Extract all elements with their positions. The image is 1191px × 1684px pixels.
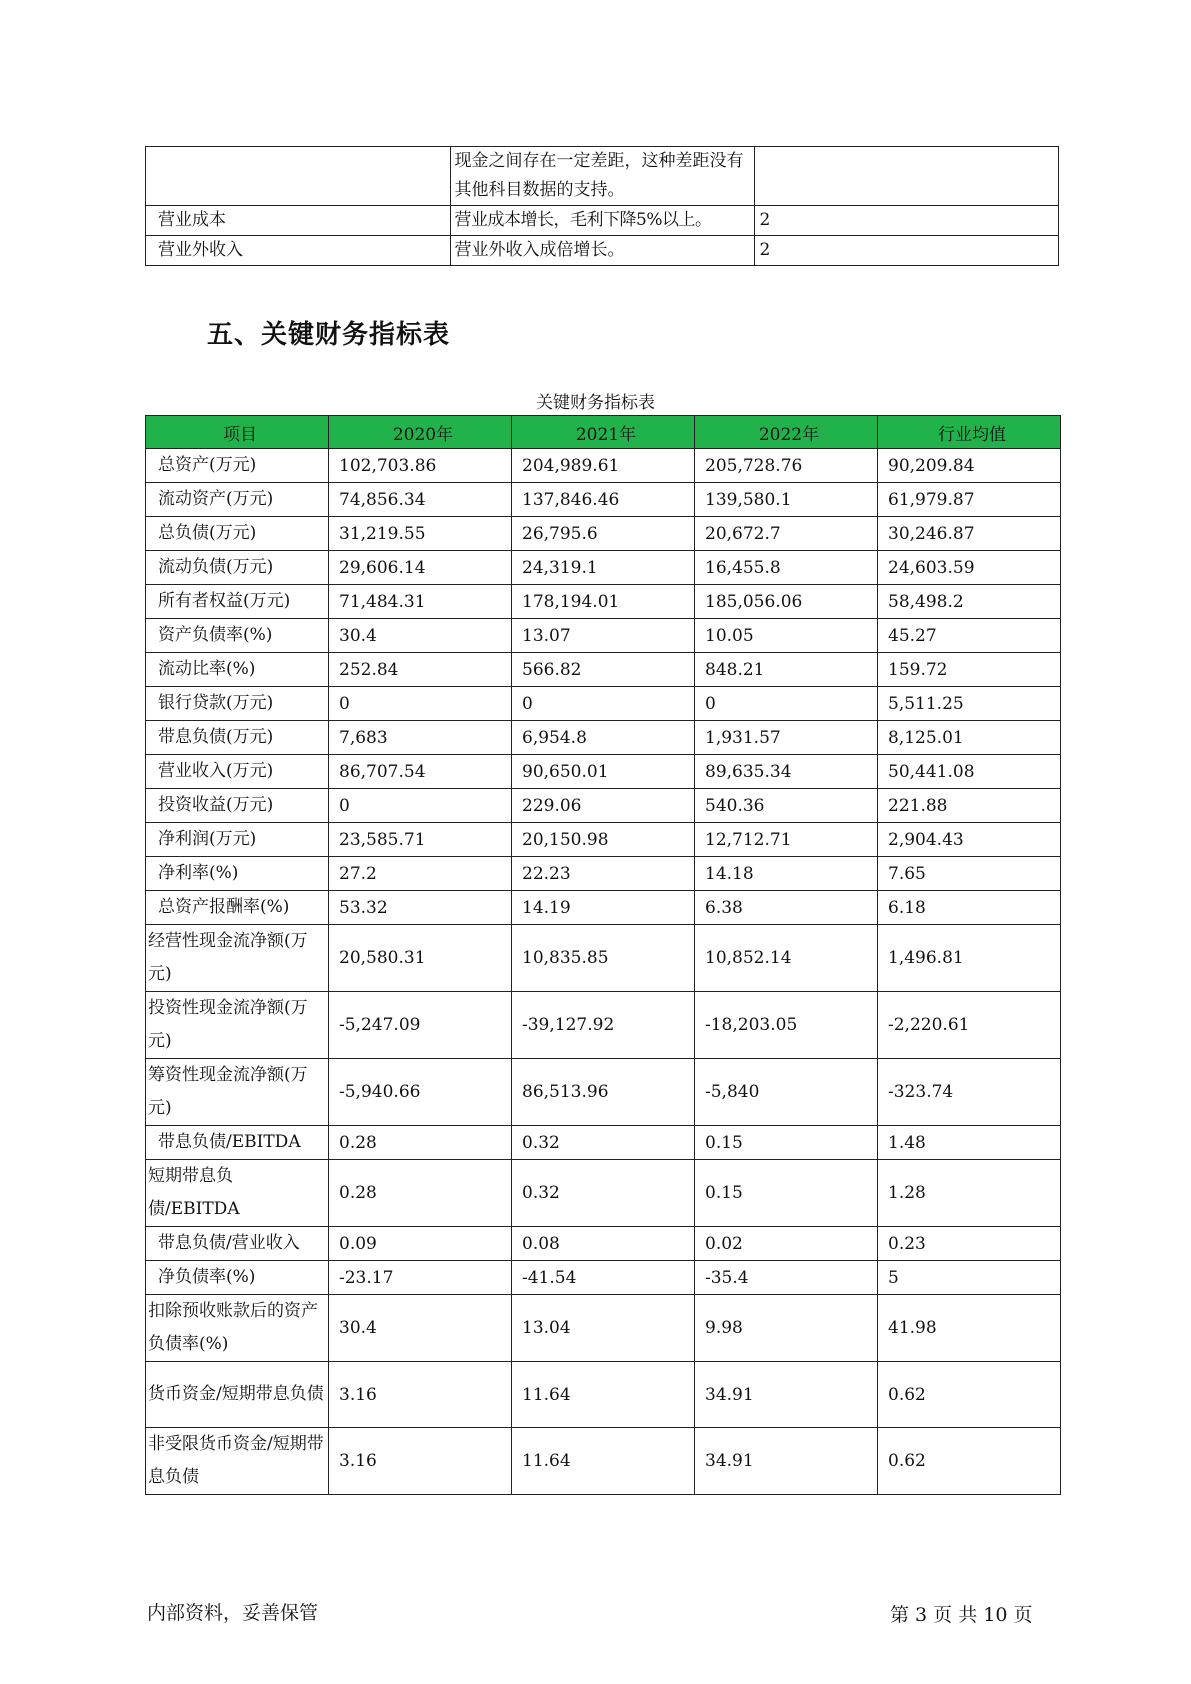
row-label-cell: 净负债率(%) <box>146 1261 329 1295</box>
value-cell: 205,728.76 <box>695 449 878 483</box>
column-header: 行业均值 <box>878 416 1061 449</box>
value-cell: 20,150.98 <box>512 823 695 857</box>
table-row <box>146 585 1061 619</box>
value-cell: 86,707.54 <box>329 755 512 789</box>
column-header: 2021年 <box>512 416 695 449</box>
table-row <box>146 857 1061 891</box>
value-cell: 12,712.71 <box>695 823 878 857</box>
value-cell: 0.28 <box>329 1126 512 1160</box>
value-cell: 30,246.87 <box>878 517 1061 551</box>
value-cell: 0 <box>512 687 695 721</box>
value-cell: 0.02 <box>695 1227 878 1261</box>
table-cell: 2 <box>755 206 1059 236</box>
table-cell: 2 <box>755 236 1059 266</box>
value-cell: 0.62 <box>878 1428 1061 1495</box>
table-row <box>146 925 1061 992</box>
value-cell: 252.84 <box>329 653 512 687</box>
value-cell: 74,856.34 <box>329 483 512 517</box>
value-cell: 6.38 <box>695 891 878 925</box>
value-cell: 0.09 <box>329 1227 512 1261</box>
value-cell: 45.27 <box>878 619 1061 653</box>
value-cell: 185,056.06 <box>695 585 878 619</box>
row-label-cell: 流动比率(%) <box>146 653 329 687</box>
value-cell: 6.18 <box>878 891 1061 925</box>
value-cell: 3.16 <box>329 1362 512 1428</box>
row-label-cell: 扣除预收账款后的资产负债率(%) <box>146 1295 329 1362</box>
table-row <box>146 823 1061 857</box>
value-cell: 23,585.71 <box>329 823 512 857</box>
table-cell <box>146 147 451 206</box>
value-cell: 34.91 <box>695 1362 878 1428</box>
row-label-cell: 营业收入(万元) <box>146 755 329 789</box>
row-label-cell: 净利率(%) <box>146 857 329 891</box>
value-cell: 26,795.6 <box>512 517 695 551</box>
table-cell: 营业外收入成倍增长。 <box>450 236 755 266</box>
table-row <box>146 1059 1061 1126</box>
row-label-cell: 短期带息负债/EBITDA <box>146 1160 329 1227</box>
row-label-cell: 银行贷款(万元) <box>146 687 329 721</box>
value-cell: -2,220.61 <box>878 992 1061 1059</box>
value-cell: 0.62 <box>878 1362 1061 1428</box>
table-row <box>146 551 1061 585</box>
value-cell: 90,650.01 <box>512 755 695 789</box>
value-cell: 90,209.84 <box>878 449 1061 483</box>
value-cell: -41.54 <box>512 1261 695 1295</box>
table-row <box>146 1160 1061 1227</box>
value-cell: 102,703.86 <box>329 449 512 483</box>
value-cell: 229.06 <box>512 789 695 823</box>
value-cell: 540.36 <box>695 789 878 823</box>
value-cell: -35.4 <box>695 1261 878 1295</box>
value-cell: 1,931.57 <box>695 721 878 755</box>
value-cell: 178,194.01 <box>512 585 695 619</box>
value-cell: 89,635.34 <box>695 755 878 789</box>
value-cell: -39,127.92 <box>512 992 695 1059</box>
row-label-cell: 总资产报酬率(%) <box>146 891 329 925</box>
row-label-cell: 经营性现金流净额(万元) <box>146 925 329 992</box>
row-label-cell: 总负债(万元) <box>146 517 329 551</box>
table-header-row <box>146 416 1061 449</box>
table-row <box>146 206 1059 236</box>
value-cell: 61,979.87 <box>878 483 1061 517</box>
table-row <box>146 619 1061 653</box>
value-cell: 9.98 <box>695 1295 878 1362</box>
row-label-cell: 流动资产(万元) <box>146 483 329 517</box>
row-label-cell: 所有者权益(万元) <box>146 585 329 619</box>
value-cell: 14.18 <box>695 857 878 891</box>
key-financial-indicators-table <box>145 415 1061 1495</box>
row-label-cell: 流动负债(万元) <box>146 551 329 585</box>
value-cell: 13.07 <box>512 619 695 653</box>
value-cell: 0 <box>695 687 878 721</box>
row-label-cell: 货币资金/短期带息负债 <box>146 1362 329 1428</box>
row-label-cell: 投资收益(万元) <box>146 789 329 823</box>
table-cell <box>755 147 1059 206</box>
value-cell: -5,840 <box>695 1059 878 1126</box>
value-cell: 159.72 <box>878 653 1061 687</box>
risk-items-table <box>145 146 1059 266</box>
value-cell: 848.21 <box>695 653 878 687</box>
table-row <box>146 1227 1061 1261</box>
row-label-cell: 筹资性现金流净额(万元) <box>146 1059 329 1126</box>
table-row <box>146 1126 1061 1160</box>
value-cell: 0.08 <box>512 1227 695 1261</box>
value-cell: 24,319.1 <box>512 551 695 585</box>
value-cell: 1.48 <box>878 1126 1061 1160</box>
value-cell: 53.32 <box>329 891 512 925</box>
table-row <box>146 517 1061 551</box>
table-row <box>146 992 1061 1059</box>
table-row <box>146 236 1059 266</box>
row-label-cell: 总资产(万元) <box>146 449 329 483</box>
value-cell: 10.05 <box>695 619 878 653</box>
value-cell: 1.28 <box>878 1160 1061 1227</box>
value-cell: -323.74 <box>878 1059 1061 1126</box>
value-cell: 204,989.61 <box>512 449 695 483</box>
value-cell: 0.32 <box>512 1126 695 1160</box>
value-cell: 0.15 <box>695 1126 878 1160</box>
value-cell: 3.16 <box>329 1428 512 1495</box>
value-cell: 14.19 <box>512 891 695 925</box>
value-cell: 566.82 <box>512 653 695 687</box>
column-header: 项目 <box>146 416 329 449</box>
table-cell: 现金之间存在一定差距，这种差距没有其他科目数据的支持。 <box>450 147 755 206</box>
value-cell: 30.4 <box>329 1295 512 1362</box>
row-label-cell: 带息负债/营业收入 <box>146 1227 329 1261</box>
table-cell: 营业成本增长，毛利下降5%以上。 <box>450 206 755 236</box>
value-cell: 24,603.59 <box>878 551 1061 585</box>
row-label-cell: 投资性现金流净额(万元) <box>146 992 329 1059</box>
table-row <box>146 721 1061 755</box>
value-cell: 13.04 <box>512 1295 695 1362</box>
value-cell: 20,580.31 <box>329 925 512 992</box>
table-body <box>146 449 1061 1495</box>
value-cell: 7,683 <box>329 721 512 755</box>
value-cell: 58,498.2 <box>878 585 1061 619</box>
table-cell: 营业成本 <box>146 206 451 236</box>
value-cell: 5,511.25 <box>878 687 1061 721</box>
value-cell: 0.23 <box>878 1227 1061 1261</box>
value-cell: 1,496.81 <box>878 925 1061 992</box>
table-row <box>146 147 1059 206</box>
value-cell: 139,580.1 <box>695 483 878 517</box>
value-cell: 10,835.85 <box>512 925 695 992</box>
value-cell: 41.98 <box>878 1295 1061 1362</box>
table-row <box>146 449 1061 483</box>
row-label-cell: 带息负债/EBITDA <box>146 1126 329 1160</box>
value-cell: 0.28 <box>329 1160 512 1227</box>
value-cell: 6,954.8 <box>512 721 695 755</box>
table-caption: 关键财务指标表 <box>536 393 655 413</box>
table-row <box>146 483 1061 517</box>
table-row <box>146 755 1061 789</box>
column-header: 2020年 <box>329 416 512 449</box>
table-row <box>146 891 1061 925</box>
value-cell: -18,203.05 <box>695 992 878 1059</box>
footer-confidential-note: 内部资料，妥善保管 <box>147 1602 319 1624</box>
table-row <box>146 1428 1061 1495</box>
value-cell: 0 <box>329 789 512 823</box>
row-label-cell: 非受限货币资金/短期带息负债 <box>146 1428 329 1495</box>
value-cell: 29,606.14 <box>329 551 512 585</box>
value-cell: 221.88 <box>878 789 1061 823</box>
value-cell: -5,940.66 <box>329 1059 512 1126</box>
value-cell: 30.4 <box>329 619 512 653</box>
table-row <box>146 1261 1061 1295</box>
value-cell: 0 <box>329 687 512 721</box>
value-cell: 5 <box>878 1261 1061 1295</box>
table-row <box>146 687 1061 721</box>
value-cell: -5,247.09 <box>329 992 512 1059</box>
value-cell: 2,904.43 <box>878 823 1061 857</box>
column-header: 2022年 <box>695 416 878 449</box>
footer-page-number: 第 3 页 共 10 页 <box>890 1604 1033 1626</box>
value-cell: 31,219.55 <box>329 517 512 551</box>
table-row <box>146 1295 1061 1362</box>
value-cell: 10,852.14 <box>695 925 878 992</box>
value-cell: 22.23 <box>512 857 695 891</box>
table-row <box>146 789 1061 823</box>
table-cell: 营业外收入 <box>146 236 451 266</box>
value-cell: 20,672.7 <box>695 517 878 551</box>
value-cell: 27.2 <box>329 857 512 891</box>
value-cell: 137,846.46 <box>512 483 695 517</box>
value-cell: -23.17 <box>329 1261 512 1295</box>
row-label-cell: 带息负债(万元) <box>146 721 329 755</box>
section-heading: 五、关键财务指标表 <box>207 320 451 350</box>
value-cell: 7.65 <box>878 857 1061 891</box>
value-cell: 8,125.01 <box>878 721 1061 755</box>
value-cell: 0.15 <box>695 1160 878 1227</box>
value-cell: 34.91 <box>695 1428 878 1495</box>
row-label-cell: 资产负债率(%) <box>146 619 329 653</box>
value-cell: 16,455.8 <box>695 551 878 585</box>
value-cell: 11.64 <box>512 1428 695 1495</box>
value-cell: 86,513.96 <box>512 1059 695 1126</box>
value-cell: 71,484.31 <box>329 585 512 619</box>
value-cell: 11.64 <box>512 1362 695 1428</box>
value-cell: 0.32 <box>512 1160 695 1227</box>
value-cell: 50,441.08 <box>878 755 1061 789</box>
row-label-cell: 净利润(万元) <box>146 823 329 857</box>
table-row <box>146 653 1061 687</box>
table-row <box>146 1362 1061 1428</box>
